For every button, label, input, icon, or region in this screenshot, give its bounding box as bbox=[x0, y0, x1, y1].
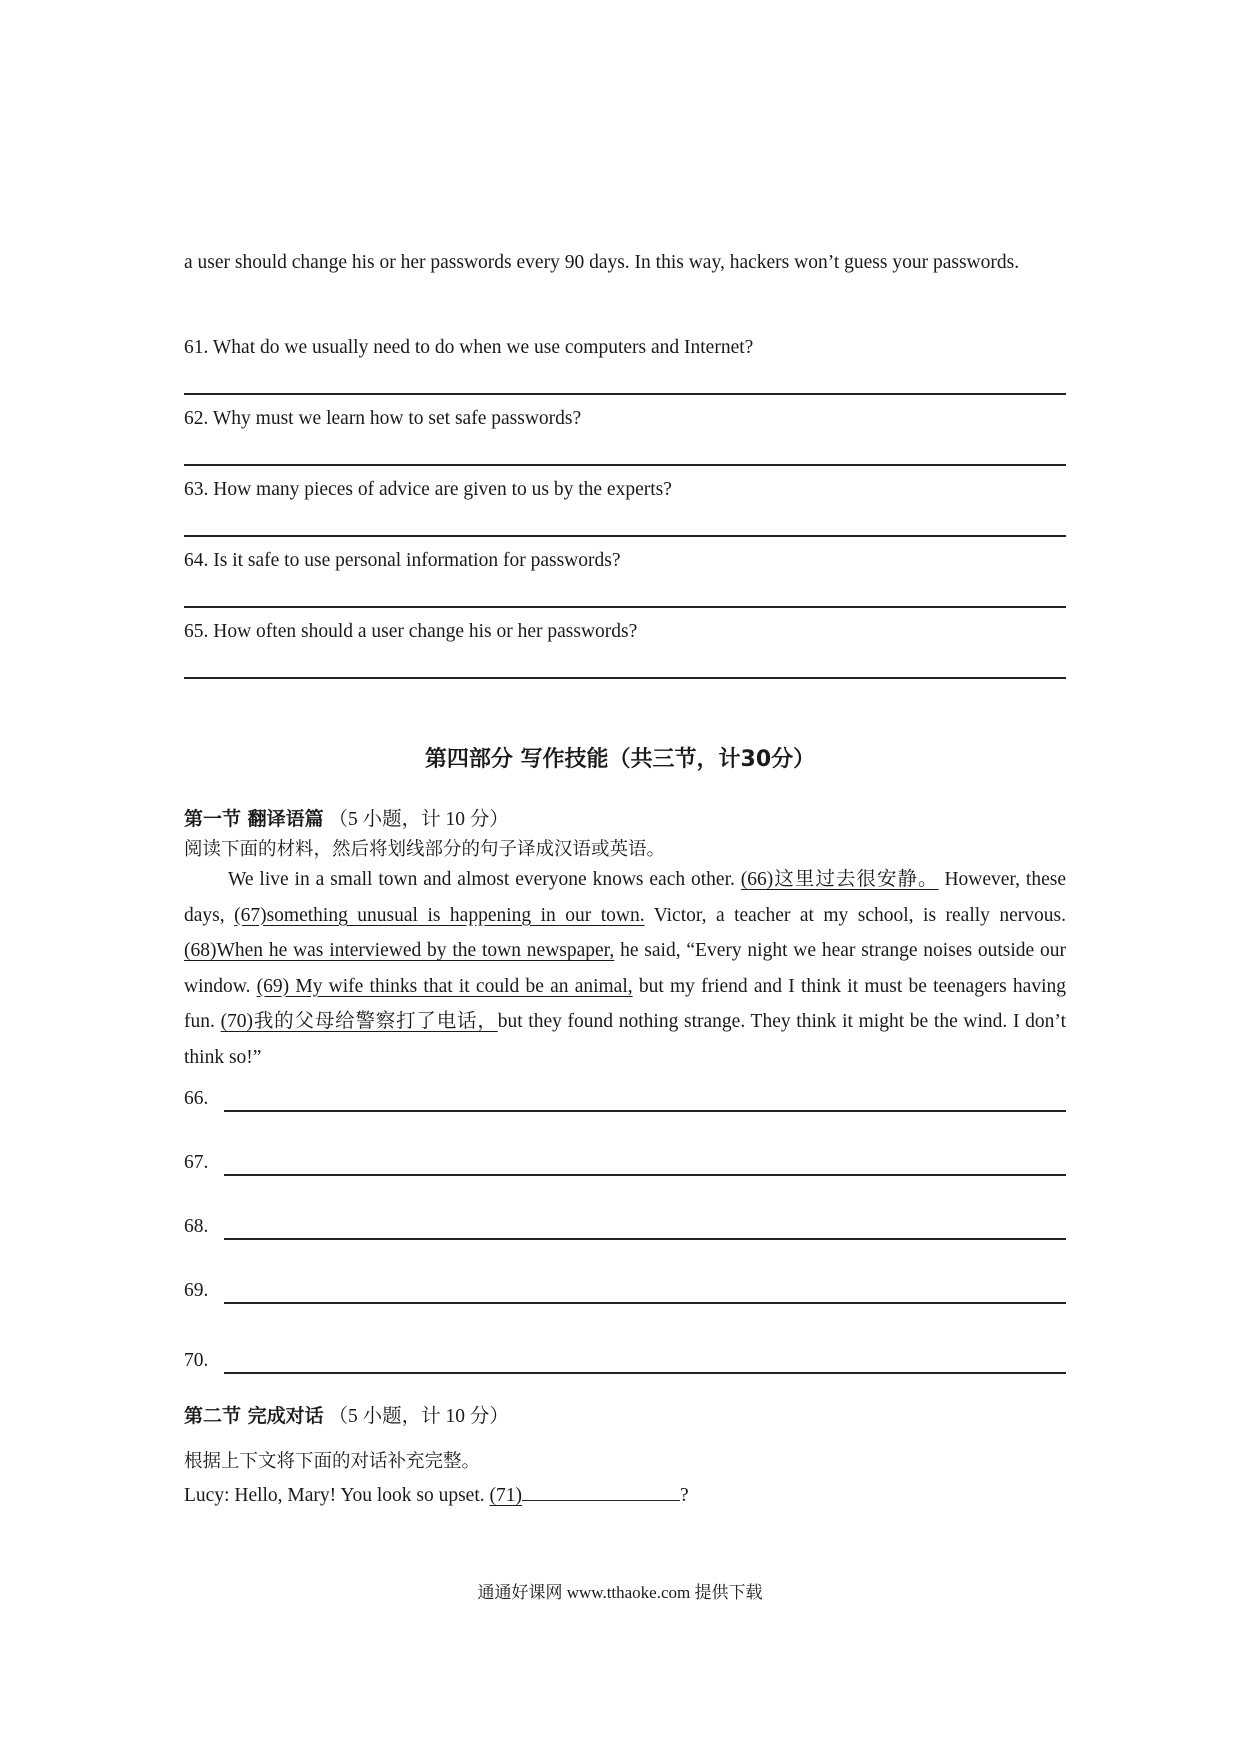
answer-line-62[interactable] bbox=[184, 464, 1066, 466]
section1-heading: 第一节 翻译语篇 bbox=[184, 808, 324, 830]
question-62: 62. Why must we learn how to set safe passwords? bbox=[184, 408, 582, 429]
answer-line-68[interactable] bbox=[224, 1238, 1066, 1240]
dialogue-line-71 bbox=[184, 1480, 689, 1507]
section2-instruction: 根据上下文将下面的对话补充完整。 bbox=[184, 1451, 481, 1472]
answer-line-65[interactable] bbox=[184, 677, 1066, 679]
intro-paragraph: a user should change his or her passwords every 90 days. In this way, hackers won’t guess your passwords. bbox=[184, 252, 1020, 273]
question-65: 65. How often should a user change his or her passwords? bbox=[184, 621, 638, 642]
question-64: 64. Is it safe to use personal information for passwords? bbox=[184, 550, 621, 571]
dialogue-text: Lucy: Hello, Mary! You look so upset. bbox=[184, 1485, 490, 1506]
answer-label-70: 70. bbox=[184, 1350, 209, 1371]
answer-line-66[interactable] bbox=[224, 1110, 1066, 1112]
section2-heading: 第二节 完成对话 bbox=[184, 1405, 324, 1427]
answer-line-63[interactable] bbox=[184, 535, 1066, 537]
answer-line-67[interactable] bbox=[224, 1174, 1066, 1176]
underlined-sentence: (67)something unusual is happening in our town. bbox=[234, 904, 645, 926]
dialogue-end-mark: ? bbox=[680, 1485, 689, 1506]
answer-label-68: 68. bbox=[184, 1216, 209, 1237]
section1-instruction: 阅读下面的材料，然后将划线部分的句子译成汉语或英语。 bbox=[184, 839, 666, 860]
passage-text: but my friend and I think it must be teenagers having fun. bbox=[184, 975, 1066, 1032]
answer-line-64[interactable] bbox=[184, 606, 1066, 608]
answer-label-69: 69. bbox=[184, 1280, 209, 1301]
section1-score: （5 小题，计 10 分） bbox=[328, 809, 509, 830]
part-title: 第四部分 写作技能（共三节，计30分） bbox=[424, 747, 816, 772]
page-footer: 通通好课网 www.tthaoke.com 提供下载 bbox=[477, 1583, 763, 1602]
answer-line-70[interactable] bbox=[224, 1372, 1066, 1374]
question-63: 63. How many pieces of advice are given to us by the experts? bbox=[184, 479, 672, 500]
passage-text: he said, “Every night we hear strange noises outside our window. bbox=[184, 940, 1066, 997]
passage-text: However, these days, bbox=[184, 869, 1066, 926]
underlined-sentence: (69) My wife thinks that it could be an animal, bbox=[256, 975, 633, 997]
answer-line-61[interactable] bbox=[184, 393, 1066, 395]
answer-line-69[interactable] bbox=[224, 1302, 1066, 1304]
section1-heading-row bbox=[184, 803, 509, 831]
passage-text: but they found nothing strange. They think it might be the wind. I don’t think so!” bbox=[184, 1011, 1066, 1068]
underlined-sentence: (70)我的父母给警察打了电话， bbox=[220, 1011, 498, 1032]
answer-label-66: 66. bbox=[184, 1088, 209, 1109]
question-61: 61. What do we usually need to do when we use computers and Internet? bbox=[184, 337, 754, 358]
translation-passage bbox=[184, 862, 1066, 1075]
underlined-sentence: (66)这里过去很安静。 bbox=[740, 869, 939, 890]
underlined-sentence: (68)When he was interviewed by the town newspaper, bbox=[184, 940, 615, 961]
passage-text: Victor, a teacher at my school, is really nervous. bbox=[644, 904, 1066, 926]
blank-71[interactable] bbox=[522, 1480, 680, 1501]
blank-label-71: (71) bbox=[489, 1485, 522, 1506]
passage-text: We live in a small town and almost everyone knows each other. bbox=[228, 869, 741, 890]
section2-score: （5 小题，计 10 分） bbox=[328, 1406, 509, 1427]
section2-heading-row bbox=[184, 1400, 509, 1428]
answer-label-67: 67. bbox=[184, 1152, 209, 1173]
